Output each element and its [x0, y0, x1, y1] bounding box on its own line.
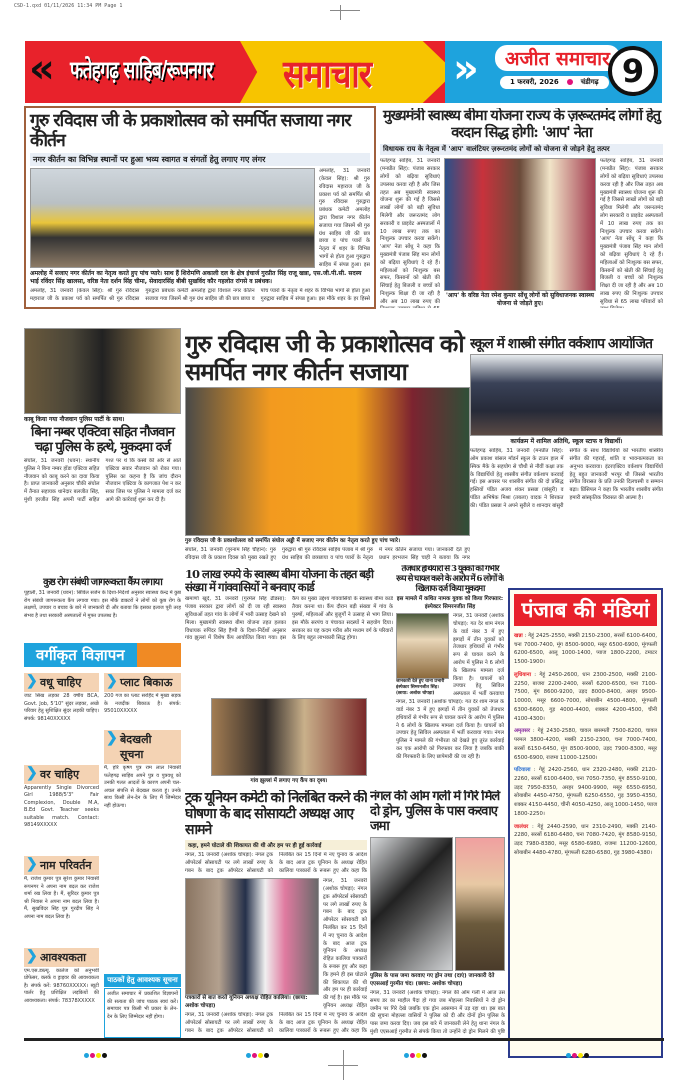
headline-leprosy-camp: कुष्ठ रोग संबंधी जागरूकता कैंप लगाया: [43, 576, 162, 588]
crop-mark: [328, 1065, 358, 1066]
story-photo-row: [396, 613, 504, 697]
photo-caption: जानकारी देते हुए थाना प्रभारी इंस्पेक्टर सिमरनजीत सिंह। (छाया: अशोक चोपड़ा): [396, 678, 445, 697]
mandi-market: खन्ना : गेहूं 2425-2550, मक्की 2150-2300, सरसों 6100-6400, चना 7000-7400, मूंग 8500-9000, मसूर 6500-6900, मूंगफली 6200-6500, आलू 1000-1400, प्याज 1800-2200, टमाटर 1500-1900।: [514, 633, 657, 666]
headline-health-card-camp: 10 लाख रुपये के स्वास्थ्य बीमा योजना के तहत बड़ी संख्या में गांववासियों ने बनवाए कार्ड: [185, 568, 374, 595]
classified-section: [104, 673, 181, 1038]
story-body: फतेहगढ़ साहिब, 31 जनवरी (मनप्रीत सिंह): पंजाब सरकार लोगों को बढ़िया सुविधाएं उपलब्ध करवा रही है और जिस तहत अब मुख्यमंत्री स्वास्थ्य योजना शुरू की गई है जिससे लाखों लोगों को बड़ी सुविधा मिलेगी और जरूरतमंद लोग सरकारी व प्राइवेट अस्पतालों में 10 लाख रुपए तक का निःशुल्क उपचार करवा सकेंगे। 'आप' नेता सोंधू ने कहा कि मुख्यमंत्री पंजाब सिंह मान लोगों को बढ़िया सुविधाएं दे रहे हैं। महिलाओं को निःशुल्क बस सफर, किसानों को खेती की सिंचाई हेतु बिजली व बच्चों को निःशुल्क शिक्षा दी जा रही है और अब 10 लाख रुपए की: [380, 158, 440, 305]
mandi-market-name: लुधियाना: [514, 671, 531, 678]
photo-caption: काबू किया गया नौजवान पुलिस पार्टी के साथ।: [24, 416, 125, 423]
color-registration-dots: [84, 1043, 108, 1062]
headline-music-workshop: स्कूल में शास्त्री संगीत वर्कशाप आयोजित: [470, 336, 653, 352]
photo-inspector: [396, 613, 449, 679]
headline-weapons-attack: तेजधार हथियारों से 3 युवकों को गंभीर रूप से घायल करने के आरोप में 6 लोगों के खिलाफ दर्ज किया मुकदमा: [396, 565, 504, 594]
photo-union-president: [185, 878, 319, 995]
mandi-market-prices: गेहूं 2420-2560, धान 2320-2480, मक्की 2120-2260, सरसों 6100-6400, चना 7050-7350, मूंग 8550-9100, उड़द 7950-8350, अरहर 9400-9900, मसूर 6550-6950, सोयाबीन 4450-4750, मूंगफली 6250-6550, गुड़ 3950-4350, शक्कर 4150-4450, चीनी 4050-4250, आलू 1000-1450, प्याज 1800-2250।: [514, 767, 657, 817]
mandi-market-name: जालंधर: [514, 823, 529, 830]
mandi-market-name: खन्ना: [514, 633, 523, 639]
story-photo-row: [370, 837, 505, 971]
masthead: [25, 41, 662, 103]
headline: गुरु रविदास जी के प्रकाशोत्सव को समर्पित सजाया नगर कीर्तन: [30, 111, 351, 152]
photo-caption: कार्यक्रम में शामिल अतिथि, स्कूल स्टाफ व विद्यार्थी।: [510, 438, 623, 446]
color-registration-dots: [246, 1043, 270, 1062]
mandi-market-prices: गेहूं 2450-2600, धान 2300-2500, मक्की 2100-2250, बाजरा 2200-2400, सरसों 6200-6500, चना 7100-7500, मूंग 8600-9200, उड़द 8000-8400, अरहर 9500-10000, मसूर 6600-7000, सोयाबीन 4500-4800, मूंगफली 6300-6600, गुड़ 4000-4400, शक्कर 4200-4500, चीनी 4100-4300।: [514, 671, 658, 722]
story-figure: [396, 613, 449, 697]
story-body-cont: नंगल, 31 जनवरी (अशोक चोपड़ा): गत देर शाम नंगल के वार्ड नंबर 3 में हुए झगड़ों में तीन युवकों को तेजधार हथियारों से गंभीर रूप से घायल करने के आरोप में पुलिस ने 6 लोगों के खिलाफ मामला दर्ज किया है। घायलों को उपचार हेतु सिविल अस्पताल में भर्ती करवाया गया। नंगल पुलिस ने मामले की गंभीरता को देखते हुए तुरंत कार्रवाई कर एक आरोपी को गिरफ्तार कर लिया है जबकि बाकी की गिरफ्तारी के लिए छापेमारी की जा रही है।: [396, 699, 504, 760]
classified-heading: पाठकों हेतु आवश्यक सूचना: [104, 974, 181, 987]
photo-caption: गुरु रविदास जी के प्रकाशोत्सव को समर्पित संघोल अड्डी में सजाए नगर कीर्तन का नेतृत्व करते हुए पांच प्यारे।: [185, 537, 401, 544]
headline-truck-union: ट्रक यूनियन कमेटी को निलंबित करने की घोषणा के बाद सोसायटी अध्यक्ष आए सामने: [185, 790, 367, 839]
classified-text: एम.एस.डब्ल्यू. कालेज को अनुभवी प्रोफेसर, क्लर्क व ड्राइवर की आवश्यकता है। संपर्क करें: 98760XXXXX। ब्यूटी पार्लर हेतु प्रशिक्षित लड़कियों की आवश्यकता। संपर्क: 78378XXXXX: [24, 967, 99, 1004]
masthead-section: समाचार: [283, 51, 372, 96]
print-slug: CSD-1.qxd 01/11/2026 11:34 PM Page 1: [14, 3, 123, 9]
page-footer-rule: [24, 1038, 664, 1041]
chevron-left-icon: «: [29, 46, 55, 92]
story-body: फतेहगढ़ साहिब, 31 जनवरी (मनप्रीत सिंह): ओम प्रकाश बांसल मॉडर्न स्कूल के टाउन हाल में स्पिक मैके के सहयोग से चौथी से नौवीं कक्षा तक के विद्यार्थियों हेतु शास्त्रीय संगीत वर्कशाप करवाई गई। इस अवसर पर शास्त्रीय संगीत की दो प्रसिद्ध हस्तियों पंडित अजय शंकर प्रसन्ना (बांसुरी) व पंडित अभिषेक मिश्रा (तबला) वादक ने शिरकत की। पंडित प्रसन्ना ने अपने सुरीले व शानदार बांसुरी संगीत के साथ विद्यार्थियों को भारतीय शास्त्रीय संगीत की गहराई, शांति व भावनात्मकता का अनुभव करवाया। इंटरएक्टिव वर्कशाप विद्यार्थियों हेतु बहुत जानकारी भरपूर थी जिससे भारतीय संगीत विरासत के प्रति उनकी दिलचस्पी व सम्मान बढ़ा। प्रिंसिपल ने कहा कि भारतीय शास्त्रीय संगीत हमारी सांस्कृतिक विरासत की आत्मा है।: [470, 448, 663, 509]
story-body: खमाणों खुर्द, 31 जनवरी (गुरमेल सिंह ढीडसा): पंजाब सरकार द्वारा लोगों को दी जा रही स्वास्थ्य सुविधाओं तहत गांव के लोगों में भारी उत्साह देखने को मिला। मुख्यमंत्री स्वास्थ्य बीमा योजना तहत हलका विधायक रुपिंदर सिंह हैप्पी के दिशा-निर्देशों अनुसार गांव झुल्लां में विशेष कैंप आयोजित किया गया। इस कैंप का मुख्य उद्देश्य गांववासियों के स्वास्थ्य बीमा कार्ड तैयार करना था। कैंप दौरान बड़ी संख्या में गांव के पुरुषों, महिलाओं और बुजुर्गों ने उत्साह से भाग लिया। इस मौके सरपंच व पंचायत सदस्यों ने सहयोग दिया। सरकार का यह कदम गरीब और मध्यम वर्ग के परिवारों के लिए बहुत लाभकारी सिद्ध होगा।: [185, 596, 393, 642]
photo-caption: 'आप' के वरिष्ठ नेता रमेश कुमार सोंधू लोगों को सुविधाजनक स्वास्थ्य योजना से जोड़ते हुए।: [445, 291, 595, 307]
classified-heading: ❯ वर चाहिए: [24, 765, 99, 784]
story-body: नंगल, 31 जनवरी (अशोक चोपड़ा): नंगल ट्रक ऑपरेटर्स सोसायटी पर लगे लाखों रुपए के गबन के बाद ट्रक ऑपरेटर सोसायटी को निलंबित कर 15 दिनों में नए चुनाव के आदेश के बाद आज ट्रक यूनियन के अध्यक्ष रोहित कालिया पत्रकारों के रूबरू हुए और कहा कि: [185, 852, 367, 874]
photo-panj-pyare: [185, 387, 470, 535]
masthead-date: 1 फरवरी, 2026: [510, 78, 559, 86]
photo-school-workshop: [470, 354, 663, 436]
page-number: 9: [608, 46, 658, 96]
headline-nagar-kirtan-sanghol: गुरु रविदास जी के प्रकाशोत्सव को समर्पित नगर कीर्तन सजाया: [185, 330, 464, 386]
classified-heading: ❯ वधू चाहिए: [24, 673, 99, 692]
classified-heading: ❯ बेदखली सूचना: [104, 730, 181, 764]
masthead-brand: अजीत समाचार: [495, 45, 620, 71]
color-registration-dots: [566, 1043, 590, 1062]
story-body-activa: संघोल, 31 जनवरी (धवन): स्थानीय पुलिस ने बिना नम्बर होंडा एक्टिवा सहित नौजवान को काबू करने का दावा किया है। प्राप्त जानकारी अनुसार चौकी संघोल में तैनात सहायक थानेदार बलजीत सिंह, मुंशी हरजीत सिंह अपनी पार्टी सहित गश्त पर थे कि कस्बे की ओर से आते एक्टिवा सवार नौजवान को रोका गया। पुलिस का कहना है कि जांच दौरान नौजवान एक्टिवा के कागजात पेश न कर सका जिस पर पुलिस ने मामला दर्ज कर आगे की कार्रवाई शुरू कर दी है।: [24, 457, 181, 503]
subhead: विधायक राय के नेतृत्व में 'आप' वालंटियर ज़रूरतमंद लोगों को योजना से जोड़ने हेतु तत्पर: [380, 144, 663, 155]
photo-caption: पुलिस के पास जमा करवाए गए ड्रोन तथा (दाएं) जानकारी देते एएसआई गुरमीत चंद। (छाया: अशोक चोपड़ा): [370, 973, 495, 987]
photo-drones: [370, 837, 453, 971]
photo-caption: पत्रकारों से बात करते यूनियन अध्यक्ष रोहित कालिया। (छाया: अशोक चोपड़ा): [185, 995, 308, 1009]
masthead-dateline: [500, 76, 609, 89]
story-activa-arrest: [24, 328, 181, 630]
classifieds-accent: [137, 643, 181, 667]
classified-text: Apparently Single Divorced Girl 1988/5'3" Fair Complexion, Double M.A, B.Ed Govt. Teacher seeks suitable match. Contact: 98149XXXXX: [24, 784, 99, 828]
story-drones-found: [370, 790, 505, 1036]
photo-caption: अमलोह में सजाए नगर कीर्तन का नेतृत्व करते हुए पांच प्यारे। साथ हैं शिरोमणि अकाली दल के क्षेत्र इंचार्ज गुरप्रीत सिंह राजू खन्ना, एस.जी.पी.सी. सदस्य भाई रविंदर सिंह खालसा, वरिष्ठ नेता दर्शन सिंह चीमा, सेवादारसिंह बीबी सुखविंद कौर गहलोत रांगसे व प्रबंधक।: [30, 269, 362, 285]
subhead: कहा, हमने घोटाले की शिकायत की थी और हम पर ही हुई कार्रवाई: [185, 840, 367, 850]
mandi-market: पटियाला : गेहूं 2420-2560, धान 2320-2480, मक्की 2120-2260, सरसों 6100-6400, चना 7050-7350, मूंग 8550-9100, उड़द 7950-8350, अरहर 9400-9900, मसूर 6550-6950, सोयाबीन 4450-4750, मूंगफली 6250-6550, गुड़ 3950-4350, शक्कर 4150-4450, चीनी 4050-4250, आलू 1000-1450, प्याज 1800-2250।: [514, 767, 657, 817]
classifieds-columns: [24, 673, 181, 1038]
photo-arrested-youth: [24, 328, 181, 414]
classified-section: [24, 673, 99, 1038]
mandi-market: अमृतसर : गेहूं 2430-2580, चावल बासमती 7500-8200, चावल परमल 3800-4200, मक्की 2150-2300, चना 7000-7400, सरसों 6150-6450, मूंग 8500-9000, उड़द 7900-8300, मसूर 6500-6900, राजमा 11000-12500।: [514, 728, 658, 761]
classified-heading: ❯ प्लाट बिकाऊ: [104, 673, 181, 692]
story-body-cont: नंगल, 31 जनवरी (अशोक चोपड़ा): नंगल ट्रक ऑपरेटर्स सोसायटी पर लगे लाखों रुपए के गबन के बाद ट्रक ऑपरेटर सोसायटी को निलंबित कर 15 दिनों में नए चुनाव के आदेश के बाद आज ट्रक यूनियन के अध्यक्ष रोहित कालिया पत्रकारों के रूबरू हुए और कहा कि: [185, 1012, 367, 1034]
story-body-cont: फतेहगढ़ साहिब, 31 जनवरी (मनप्रीत सिंह): पंजाब सरकार लोगों को बढ़िया सुविधाएं उपलब्ध करवा रही है और जिस तहत अब मुख्यमंत्री स्वास्थ्य योजना शुरू की गई है जिससे लाखों लोगों को बड़ी सुविधा मिलेगी और जरूरतमंद लोग सरकारी व प्राइवेट अस्पतालों में 10 लाख रुपए तक का निःशुल्क उपचार करवा सकेंगे। 'आप' नेता सोंधू ने कहा कि मुख्यमंत्री पंजाब सिंह मान लोगों को बढ़िया सुविधाएं दे रहे हैं। महिलाओं को निःशुल्क बस सफर, किसानों को खेती की सिंचाई हेतु बिजली व बच्चों को निःशुल्क शिक्षा दी जा रही है और अब 10 लाख रुपए की निःशुल्क उपचार सुविधा से 65 लाख परिवारों को: [600, 158, 663, 305]
mandi-market-prices: गेहूं 2425-2550, मक्की 2150-2300, सरसों 6100-6400, चना 7000-7400, मूंग 8500-9000, मसूर 6500-6900, मूंगफली 6200-6500, आलू 1000-1400, प्याज 1800-2200, टमाटर 1500-1900।: [514, 633, 657, 666]
story-body-sidebar: अमलोह, 31 जनवरी (केवल सिंह): श्री गुरु रविदास महाराज जी के प्रकाश पर्व को समर्पित श्री गुरु रविदास गुरुद्वारा प्रबंधक कमेटी अमलोह द्वारा विशाल नगर कीर्तन सजाया गया जिसमें श्री गुरु ग्रंथ साहिब जी की छत्र छाया व पांच प्यारों के नेतृत्व में शहर के विभिन्न भागों से होता हुआ गुरुद्वारा साहिब में संपन्न हुआ। इस: [319, 168, 370, 268]
photo-aap-leader: [444, 158, 596, 290]
classified-heading: ❯ नाम परिवर्तन: [24, 856, 99, 875]
classified-text: जाट सिख लड़का 28 वर्षीय BCA, Govt. Job, 5'10" सुंदर लड़का, अच्छे परिवार हेतु सुशिक्षित सुंदर लड़की चाहिए। संपर्क: 98140XXXXX: [24, 693, 99, 722]
headline-drones-found: नंगल की ओम गली में गिरे मिले दो ड्रोन, पुलिस के पास करवाए जमा: [370, 790, 500, 834]
story-photo-row: [185, 878, 367, 1010]
classifieds-header: [24, 643, 181, 667]
crop-mark: [330, 10, 360, 11]
photo-asi: [455, 837, 505, 971]
chevron-right-icon: »: [453, 46, 479, 92]
punjab-mandi-box: [508, 588, 663, 1058]
story-nagar-kirtan-amloh: [24, 106, 376, 309]
classified-text: मैं, राजेश कुमार पुत्र सुरेश कुमार निवासी रूपनगर ने अपना नाम बदल कर राजेश शर्मा रख लिया है। मैं, सुरिंदर कुमार पुत्र श्री निवास ने अपना नाम बदल लिया है। मैं, सुखविंदर सिंह पुत्र गुरदीप सिंह ने अपना नाम बदल लिया है।: [24, 876, 99, 920]
classified-text: 200 गज का प्लाट सरहिंद में मुख्य सड़क के नजदीक बिकाऊ है। संपर्क: 95010XXXXX: [104, 693, 181, 714]
masthead-region: फतेहगढ़ साहिब/रूपनगर: [70, 55, 213, 84]
subhead: इस मामले में कथित नामक युवक को किया गिरफ्तार: इंस्पेक्टर सिमरनजीत सिंह: [396, 596, 504, 610]
story-body: संघोल, 31 जनवरी (गुरनाम सिंह चौहान): गुरु रविदास जी के प्रकाश दिवस को मुख्य रखते हुए गुरुद्वारा श्री गुरु रविदास साहिब पंजाब में श्री गुरु ग्रंथ साहिब की छत्रछाया व पांच प्यारों के नेतृत्व में नगर कीर्तन सजाया गया। जानकारी देते हुए प्रधान हरभजन सिंह चाही ने बताया कि नगर: [185, 547, 470, 561]
classifieds: [24, 643, 181, 1038]
mandi-market: जालंधर : गेहूं 2440-2590, धान 2310-2490, मक्की 2140-2280, सरसों 6180-6480, चना 7080-7420, मूंग 8580-9150, उड़द 7980-8380, मसूर 6580-6980, राजमा 11200-12600, सोयाबीन 4480-4780, मूंगफली 6280-6580, गुड़ 3980-4380।: [514, 823, 657, 856]
color-registration-dots: [404, 1043, 428, 1062]
story-body-leprosy: पूहाली, 31 जनवरी (धवन): सिविल सर्जन के दिशा-निर्देशों अनुसार स्वास्थ्य केन्द्र में कुष्ठ रोग संबंधी जागरूकता कैंप लगाया गया। इस मौके डाक्टरों ने लोगों को कुष्ठ रोग के लक्षणों, उपचार व बचाव के बारे में जानकारी दी और बताया कि इसका इलाज पूरी तरह संभव है तथा सरकारी अस्पतालों में मुफ्त उपलब्ध है।: [24, 590, 181, 619]
masthead-city: चंडीगढ़: [580, 78, 599, 86]
mandi-market-name: अमृतसर: [514, 728, 530, 735]
classifieds-title: वर्गीकृत विज्ञापन: [24, 643, 137, 667]
story-photo-row: [30, 168, 370, 268]
mandi-market-name: पटियाला: [514, 767, 531, 774]
mandi-market-prices: गेहूं 2440-2590, धान 2310-2490, मक्की 2140-2280, सरसों 6180-6480, चना 7080-7420, मूंग 8580-9150, उड़द 7980-8380, मसूर 6580-6980, राजमा 11200-12600, सोयाबीन 4480-4780, मूंगफली 6280-6580, गुड़ 3980-4380।: [514, 823, 657, 856]
photo-nagar-kirtan: [30, 168, 315, 268]
story-figure: [185, 878, 319, 1010]
story-body-cont: नंगल, 31 जनवरी (अशोक चोपड़ा): नंगल ट्रक ऑपरेटर्स सोसायटी पर लगे लाखों रुपए के गबन के बाद ट्रक ऑपरेटर सोसायटी को निलंबित कर 15 दिनों में नए चुनाव के आदेश के बाद आज ट्रक यूनियन के अध्यक्ष रोहित कालिया पत्रकारों के रूबरू हुए और कहा कि हमने ही इस घोटाले की शिकायत की थी और हम पर ही कार्रवाई की गई है। इस मौके पर यूनियन अध्यक्ष रोहित: [323, 878, 367, 1010]
story-body: अमलोह, 31 जनवरी (केवल सिंह): श्री गुरु रविदास महाराज जी के प्रकाश पर्व को समर्पित श्री गुरु रविदास गुरुद्वारा प्रबंधक कमेटी अमलोह द्वारा विशाल नगर कीर्तन सजाया गया जिसमें श्री गुरु ग्रंथ साहिब जी की छत्र छाया व पांच प्यारों के नेतृत्व में शहर के विभिन्न भागों से होता हुआ गुरुद्वारा साहिब में संपन्न हुआ। इस मौके शहर के हर हिस्से: [30, 288, 370, 302]
story-body: नंगल, 31 जनवरी (अशोक चोपड़ा): नंगल की ओम गली में आज उस समय डर का माहौल पैदा हो गया जब मोहल्ला निवासियों ने दो ड्रोन जमीन पर गिरे देखे जबकि एक ड्रोन आसमान में उड़ रहा था। इस बात की सूचना मोहल्ला वासियों ने पुलिस को दी और दोनों ड्रोन पुलिस के पास जमा करवा दिए। जब इस बारे में जानकारी लेने हेतु थाना नंगल के मुंशी एएसआई गुरमीत से संपर्क किया तो उन्होंने दो ड्रोन मिलने की पुष्टि: [370, 990, 505, 1035]
headline-activa-arrest: बिना नम्बर एक्टिवा सहित नौजवान चढ़ा पुलिस के हत्थे, मुकदमा दर्ज: [31, 425, 174, 456]
mandi-market-prices: गेहूं 2430-2580, चावल बासमती 7500-8200, चावल परमल 3800-4200, मक्की 2150-2300, चना 7000-7400, सरसों 6150-6450, मूंग 8500-9000, उड़द 7900-8300, मसूर 6500-6900, राजमा 11000-12500।: [514, 728, 658, 761]
classified-text: अजीत समाचार में प्रकाशित विज्ञापनों की सत्यता की जांच पाठक स्वयं करें। समाचार पत्र किसी भी प्रकार के लेन-देन के लिए जिम्मेदार नहीं होगा।: [104, 988, 181, 1038]
subhead: नगर कीर्तन का विभिन्न स्थानों पर हुआ भव्य स्वागत व संगतों हेतु लगाए गए लंगर: [30, 153, 370, 166]
mandi-list: [510, 630, 661, 1056]
story-truck-union: [185, 790, 367, 1036]
photo-village-camp: [211, 698, 367, 776]
mandi-title: पंजाब की मंडियां: [514, 594, 657, 626]
story-music-workshop: [470, 336, 663, 586]
story-health-insurance-aap: [380, 108, 663, 308]
photo-caption: गांव झुल्लां में लगाए गए कैंप का दृश्य।: [250, 777, 328, 784]
crop-mark: [340, 5, 341, 20]
dot-icon: [567, 79, 573, 85]
story-body: नंगल, 31 जनवरी (अशोक चोपड़ा): गत देर शाम नंगल के वार्ड नंबर 3 में हुए झगड़ों में तीन युवकों को तेजधार हथियारों से गंभीर रूप से घायल करने के आरोप में पुलिस ने 6 लोगों के खिलाफ मामला दर्ज किया है। घायलों को उपचार हेतु सिविल अस्पताल में भर्ती करवाया: [453, 613, 504, 698]
story-figure: [444, 158, 596, 308]
mandi-market: लुधियाना : गेहूं 2450-2600, धान 2300-2500, मक्की 2100-2250, बाजरा 2200-2400, सरसों 6200-6500, चना 7100-7500, मूंग 8600-9200, उड़द 8000-8400, अरहर 9500-10000, मसूर 6600-7000, सोयाबीन 4500-4800, मूंगफली 6300-6600, गुड़ 4000-4400, शक्कर 4200-4500, चीनी 4100-4300।: [514, 671, 658, 722]
story-nagar-kirtan-sanghol: [185, 330, 470, 563]
story-weapons-attack: [396, 565, 504, 785]
classified-text: मैं, हरि कृष्ण पुत्र राम लाल निवासी फतेहगढ़ साहिब अपने पुत्र व पुत्रवधू को उनकी गलत आदतों के कारण अपनी चल-अचल संपत्ति से बेदखल करता हूं। उनके साथ किसी लेन-देन के लिए मैं जिम्मेदार नहीं होऊंगा।: [104, 765, 181, 809]
story-columns: [380, 158, 663, 308]
headline: मुख्यमंत्री स्वास्थ्य बीमा योजना राज्य के ज़रूरतमंद लोगों हेतु वरदान सिद्ध होगी: 'आप' नेता: [383, 108, 660, 141]
classified-heading: ❯ आवश्यकता: [24, 948, 99, 967]
story-health-card-camp: [185, 568, 393, 785]
